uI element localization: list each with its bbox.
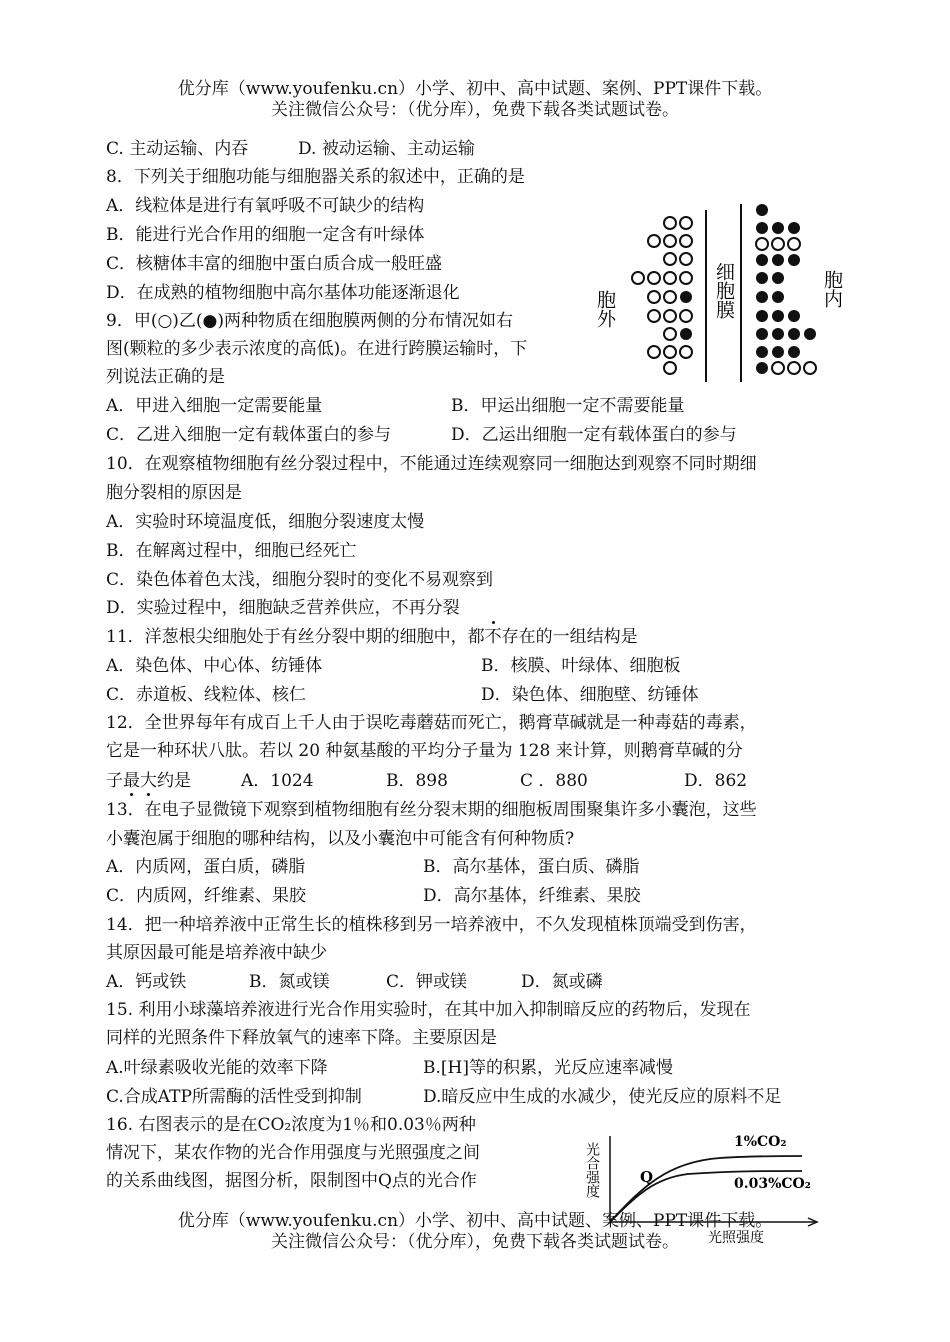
header-line-1: 优分库（www.youfenku.cn）小学、初中、高中试题、案例、PPT课件下载。	[177, 79, 773, 99]
q12-stem3-post: 约是	[157, 771, 191, 791]
q13-option-d: D．高尔基体，纤维素、果胶	[423, 886, 641, 906]
header-line-2: 关注微信公众号：（优分库），免费下载各类试题试卷。	[271, 100, 679, 120]
q14-option-d: D．氮或磷	[521, 972, 603, 992]
q9-option-c: C．乙进入细胞一定有载体蛋白的参与	[106, 425, 392, 445]
q8-option-a: A．线粒体是进行有氧呼吸不可缺少的结构	[106, 196, 425, 216]
q15-option-a: A.叶绿素吸收光能的效率下降	[106, 1058, 328, 1078]
label-membrane: 细胞膜	[713, 262, 735, 319]
q12-emphasis-char-2: 大	[140, 771, 157, 791]
q15-option-c: C.合成ATP所需酶的活性受到抑制	[106, 1087, 362, 1107]
q15-stem-1: 15. 利用小球藻培养液进行光合作用实验时，在其中加入抑制暗反应的药物后，发现在	[106, 1000, 751, 1020]
q12-emphasis-char-1: 最	[123, 771, 140, 791]
q10-option-d: D．实验过程中，细胞缺乏营养供应，不再分裂	[106, 598, 460, 618]
q11-emphasis-char: 不	[484, 627, 502, 647]
q15-stem-2: 同样的光照条件下释放氧气的速率下降。主要原因是	[106, 1028, 497, 1048]
q10-option-a: A．实验时环境温度低，细胞分裂速度太慢	[106, 512, 425, 532]
footer-line-2: 关注微信公众号：（优分库），免费下载各类试题试卷。	[271, 1232, 679, 1252]
membrane-figure	[594, 198, 870, 384]
q9-stem-2: 图(颗粒的多少表示浓度的高低)。在进行跨膜运输时，下	[106, 339, 528, 359]
q14-option-a: A．钙或铁	[106, 972, 187, 992]
q12-stem3-pre: 子	[106, 771, 123, 791]
q16-stem-1: 16. 右图表示的是在CO₂浓度为1％和0.03％两种	[106, 1115, 476, 1135]
q13-option-a: A．内质网，蛋白质，磷脂	[106, 857, 306, 877]
q12-stem-2: 它是一种环状八肽。若以 20 种氨基酸的平均分子量为 128 来计算，则鹅膏草碱的分	[106, 741, 743, 761]
q11-option-c: C．赤道板、线粒体、核仁	[106, 685, 307, 705]
q10-stem-1: 10．在观察植物细胞有丝分裂过程中，不能通过连续观察同一细胞达到观察不同时期细	[106, 454, 757, 474]
q11-stem-post: 存在的一组结构是	[501, 627, 638, 647]
q12-option-a: A．1024	[241, 771, 314, 791]
q9-stem-3: 列说法正确的是	[106, 367, 225, 387]
q14-stem-1: 14．把一种培养液中正常生长的植株移到另一培养液中，不久发现植株顶端受到伤害，	[106, 915, 757, 935]
q12-stem-1: 12．全世界每年有成百上千人由于误吃毒蘑菇而死亡，鹅膏草碱就是一种毒菇的毒素，	[106, 713, 757, 733]
outside-filled-particles	[680, 291, 692, 340]
q13-option-c: C．内质网，纤维素、果胶	[106, 886, 307, 906]
y-axis-label: 光合强度	[584, 1142, 600, 1198]
q12-stem-3	[106, 770, 191, 792]
q9-option-b: B．甲运出细胞一定不需要能量	[451, 396, 685, 416]
q13-stem-2: 小囊泡属于细胞的哪种结构，以及小囊泡中可能含有何种物质?	[106, 829, 575, 849]
footer-line-1: 优分库（www.youfenku.cn）小学、初中、高中试题、案例、PPT课件下载。	[177, 1211, 773, 1231]
q10-option-b: B．在解离过程中，细胞已经死亡	[106, 541, 357, 561]
q12-option-b: B．898	[386, 771, 448, 791]
x-axis-label: 光照强度	[708, 1230, 764, 1246]
q14-option-c: C．钾或镁	[386, 972, 468, 992]
q7-option-d: D. 被动运输、主动运输	[298, 139, 475, 159]
q11-option-d: D．染色体、细胞壁、纺锤体	[481, 685, 699, 705]
q11-option-a: A．染色体、中心体、纺锤体	[106, 656, 323, 676]
q12-option-d: D．862	[684, 771, 748, 791]
label-1pct-co2: 1%CO₂	[734, 1134, 787, 1150]
label-outside: 胞外	[594, 290, 616, 328]
label-003pct-co2: 0.03%CO₂	[734, 1176, 811, 1192]
q8-option-b: B．能进行光合作用的细胞一定含有叶绿体	[106, 225, 425, 245]
q8-option-d: D．在成熟的植物细胞中高尔基体功能逐渐退化	[106, 283, 460, 303]
q10-option-c: C．染色体着色太浅，细胞分裂时的变化不易观察到	[106, 570, 494, 590]
label-inside: 胞内	[821, 270, 843, 308]
q12-option-c: C ．880	[520, 771, 588, 791]
q11-stem-pre: 11．洋葱根尖细胞处于有丝分裂中期的细胞中，都	[106, 627, 485, 647]
point-q-label: Q	[640, 1168, 654, 1186]
q9-option-a: A．甲进入细胞一定需要能量	[106, 396, 323, 416]
q13-option-b: B．高尔基体，蛋白质、磷脂	[423, 857, 640, 877]
q9-stem-1: 9．甲(○)乙(●)两种物质在细胞膜两侧的分布情况如右	[106, 311, 514, 331]
q15-option-d: D.暗反应中生成的水减少，使光反应的原料不足	[423, 1087, 782, 1107]
q8-stem: 8．下列关于细胞功能与细胞器关系的叙述中，正确的是	[106, 167, 525, 187]
q11-option-b: B．核膜、叶绿体、细胞板	[481, 656, 681, 676]
q16-stem-2: 情况下，某农作物的光合作用强度与光照强度之间	[106, 1143, 480, 1163]
q13-stem-1: 13．在电子显微镜下观察到植物细胞有丝分裂末期的细胞板周围聚集许多小囊泡，这些	[106, 800, 757, 820]
q14-stem-2: 其原因最可能是培养液中缺少	[106, 943, 327, 963]
q11-stem	[106, 626, 638, 648]
q15-option-b: B.[H]等的积累，光反应速率减慢	[423, 1058, 673, 1078]
q7-option-c: C. 主动运输、内吞	[106, 139, 249, 159]
inside-filled-particles	[756, 204, 816, 374]
q9-option-d: D．乙运出细胞一定有载体蛋白的参与	[451, 425, 737, 445]
q10-stem-2: 胞分裂相的原因是	[106, 483, 242, 503]
q16-stem-3: 的关系曲线图，据图分析，限制图中Q点的光合作	[106, 1171, 477, 1191]
q8-option-c: C．核糖体丰富的细胞中蛋白质合成一般旺盛	[106, 254, 443, 274]
q14-option-b: B．氮或镁	[249, 972, 330, 992]
